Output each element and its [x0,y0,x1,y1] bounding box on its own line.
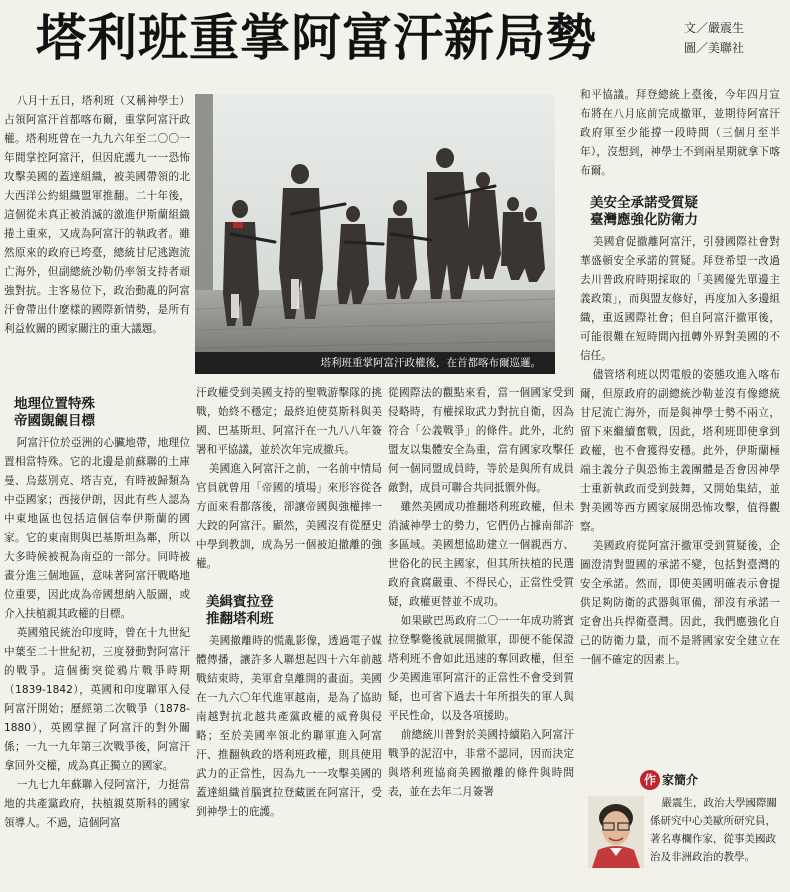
byline-photo-credit: 圖／美聯社 [684,41,745,55]
paragraph: 一九七九年蘇聯入侵阿富汗，力挺當地的共產黨政府，扶植親莫斯科的國家領導人。不過，這個阿富 [4,779,190,829]
subhead-taiwan [580,195,780,229]
paragraph: 英國殖民統治印度時，曾在十九世紀中葉至二十世紀初，三度發動對阿富汗的戰爭。這個衝突從鴉片戰爭時期（1839-1842），英國和印度聯軍入侵阿富汗開始；歷經第二次戰爭（1878-1880），英國掌握了阿富汗的對外關係；一九一九年第三次戰爭後，阿富汗拿回外交權，成為真正獨立的國家。 [4,627,190,772]
paragraph: 美國倉促撤離阿富汗，引發國際社會對華盛頓安全承諾的質疑。拜登希望一改過去川普政府時期採取的「美國優先單邊主義政策」，而與盟友修好，再度加入多邊組織，重返國際社會；但自阿富汗撤軍後，可能很難在短時間內扭轉外界對美國的不信任。 [580,236,780,362]
headline: 塔利班重掌阿富汗新局勢 [36,9,597,67]
paragraph: 雖然美國成功推翻塔利班政權，但未消滅神學士的勢力，它們仍占據南部許多區域。美國想協助建立一個親西方、世俗化的民主國家，但其所扶植的民選政府貪腐嚴重、不得民心，正當性受質疑，政權更替並不成功。 [388,501,574,608]
subhead-bin-laden [196,594,382,628]
paragraph: 如果歐巴馬政府二〇一一年成功將賓拉登擊斃後就展開撤軍，即便不能保證塔利班不會如此迅速的奪回政權，但至少美國進軍阿富汗的正當性不會受到質疑，也可省下過去十年所損失的軍人與平民性命，以及各項援助。 [388,615,574,722]
paragraph: 前總統川普對於美國持續陷入阿富汗戰爭的泥沼中，非常不認同，因而決定與塔利班協商美國撤離的條件與時間表，並在去年二月簽署 [388,729,574,798]
author-intro-label [640,770,698,790]
subhead-line: 臺灣應強化防衛力 [590,212,698,228]
paragraph: 和平協議。拜登總統上臺後，今年四月宣布將在八月底前完成撤軍，並期待阿富汗政府軍至少能撐一段時間（三個月至半年），沒想到，神學士不到兩星期就拿下喀布爾。 [580,89,780,177]
column-4 [580,86,780,766]
taliban-patrol-photo [195,94,555,374]
column-3 [388,384,574,886]
author-portrait-image [588,796,644,868]
paragraph: 汗政權受到美國支持的聖戰游擊隊的挑戰，始終不穩定；最終迫使莫斯科與美國、巴基斯坦、阿富汗在一九八八年簽署和平協議，並於次年完成撤兵。 [196,387,382,456]
column-1-body [4,396,190,886]
author-bio-text: 嚴震生，政治大學國際關係研究中心美歐所研究員，著名專欄作家，從事美國政治及非洲政治的教學。 [650,797,778,863]
column-2 [196,384,382,886]
byline [684,18,744,58]
author-label-text: 家簡介 [662,773,699,787]
subhead-line: 美緝賓拉登 [206,594,274,610]
column-1-intro [4,92,190,378]
news-photo [195,94,555,374]
paragraph: 美國撤離時的慌亂影像，透過電子媒體傳播，讓許多人聯想起四十六年前越戰結束時，美軍倉皇離開的畫面。美國在一九六〇年代進軍越南，是為了協助南越對抗北越共產黨政權的威脅與侵略；至於美國率領北約聯軍進入阿富汗、推翻執政的塔利班政權，則具使用武力的正當性，因為九一一攻擊美國的蓋達組織首腦賓拉登藏匿在阿富汗，受到神學士的庇護。 [196,635,382,818]
photo-caption: 塔利班重掌阿富汗政權後，在首都喀布爾巡邏。 [195,352,555,374]
paragraph: 美國政府從阿富汗撤軍受到質疑後，企圖澄清對盟國的承諾不變，包括對臺灣的安全承諾。然而，即使美國明確表示會提供足夠防衛的武器與軍備，卻沒有承諾一定會出兵捍衛臺灣。因此，我們應強化自己的防衛力量，而不是將國家安全建立在一個不確定的因素上。 [580,540,780,666]
author-portrait [588,796,644,868]
byline-author: 文／嚴震生 [684,21,745,35]
author-badge: 作 [640,770,660,790]
paragraph: 八月十五日，塔利班（又稱神學士）占領阿富汗首都喀布爾，重掌阿富汗政權。塔利班曾在一九九六年至二〇〇一年間掌控阿富汗，但因庇護九一一恐怖攻擊美國的蓋達組織，被美國帶領的北大西洋公約組織盟軍推翻。二十年後，這個從未真正被消滅的激進伊斯蘭組織捲土重來，又成為阿富汗的執政者。雖然原來的政府已垮臺，總統甘尼逃跑流亡海外，但副總統沙勒仍率領支持者頑強對抗。主客易位下，政治動亂的阿富汗會帶出什麼樣的國際新情勢，是所有利益攸關的國家關注的重大議題。 [4,95,190,335]
subhead-line: 地理位置特殊 [14,396,95,412]
paragraph: 美國進入阿富汗之前，一名前中情局官員就曾用「帝國的墳場」來形容從各方面來看都落後，卻讓帝國與強權摔一大跤的阿富汗。顯然，美國沒有從歷史中學到教訓，成為另一個被迫撤離的強權。 [196,463,382,570]
subhead-line: 美安全承諾受質疑 [590,195,698,211]
author-bio [650,794,784,866]
paragraph: 儘管塔利班以閃電般的姿態攻進入喀布爾，但原政府的副總統沙勒並沒有像總統甘尼流亡海外，而是與神學士勢不兩立，留下來繼續奮戰，因此，塔利班即使拿到政權，也不會獲得安穩。此外，伊斯蘭極端主義分子與恐怖主義團體是否會因神學士重新執政而受到鼓舞，又開始集結，並對美國等西方國家展開恐怖攻擊，值得觀察。 [580,369,780,533]
subhead-line: 帝國覬覦目標 [14,413,95,429]
paragraph: 從國際法的觀點來看，當一個國家受到侵略時，有權採取武力對抗自衛，因為符合「公義戰爭」的條件。此外，北約盟友以集體安全為重，當有國家攻擊任何一個同盟成員時，等於是與所有成員敵對，成員可聯合共同抵禦外侮。 [388,387,574,494]
paragraph: 阿富汗位於亞洲的心臟地帶，地理位置相當特殊。它的北邊是前蘇聯的土庫曼、烏茲別克、塔吉克，有時被歸類為中亞國家；西接伊朗，因此有些人認為中東地區也包括這個信奉伊斯蘭的國家。它的東南則與巴基斯坦為鄰，所以大多時候被視為南亞的一部分。同時被畫分進三個地區，意味著阿富汗戰略地位重要，因此成為帝國想納入版圖，或介入扶植親其政權的目標。 [4,437,190,620]
subhead-line: 推翻塔利班 [206,611,274,627]
subhead-geography [4,396,190,430]
